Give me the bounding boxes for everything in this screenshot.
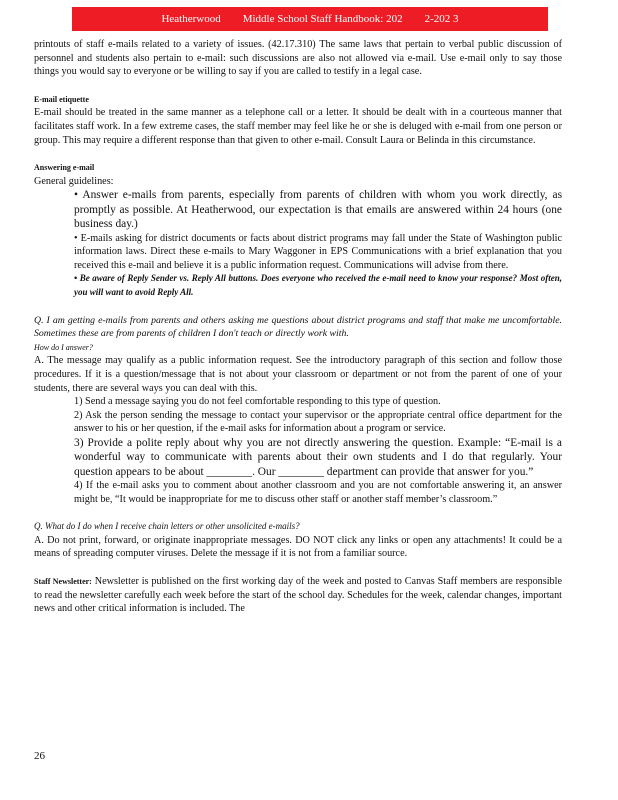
guideline-bullet-parents: • Answer e-mails from parents, especially from parents of children with whom you work directly, as promptly as possible. At Heatherwood, our expectation is that emails are answered within 24 hours (one business day.) <box>74 189 562 231</box>
option-2: 2) Ask the person sending the message to contact your supervisor or the appropriate central office department for the answer to his or her question, if the e-mail asks for information about a program or service. <box>74 409 562 435</box>
page-content <box>34 38 562 616</box>
handbook-header-banner: Heatherwood Middle School Staff Handbook: 202 2-202 3 <box>72 7 548 31</box>
question-uncomfortable-emails: Q. I am getting e-mails from parents and others asking me questions about district programs and staff that make me uncomfortable. Sometimes these are from parents of children I don't teach or directly work with. <box>34 314 562 340</box>
paragraph-public-records: printouts of staff e-mails related to a variety of issues. (42.17.310) The same laws that pertain to verbal public discussion of personnel and students also pertain to e-mail: such discussions are also not allowed via e-mail. Use e-mail only to say those things you would say to everyone or be willing to say if you are called to testify in a legal case. <box>34 39 562 78</box>
general-guidelines-label: General guidelines: <box>34 175 114 187</box>
guideline-bullet-district-docs: • E-mails asking for district documents or facts about district programs may fall under the State of Washington public information laws. Direct these e-mails to Mary Waggoner in EPS Communications with a brief explanation that you received this e-mail and believe it is a public information request. Communications will advise from there. <box>74 232 562 271</box>
page-number: 26 <box>34 750 45 762</box>
guideline-bullet-reply-all: • Be aware of Reply Sender vs. Reply All buttons. Does everyone who received the e-mail need to know your response? Most often, you will want to avoid Reply All. <box>74 273 562 297</box>
paragraph-staff-newsletter <box>34 575 562 616</box>
heading-staff-newsletter: Staff Newsletter: <box>34 577 92 587</box>
option-4: 4) If the e-mail asks you to comment about another classroom and you are not comfortable answering it, an answer might be, “It would be inappropriate for me to discuss other staff or another staff member’s classroom.” <box>74 480 562 505</box>
answer-public-information: A. The message may qualify as a public information request. See the introductory paragraph of this section and follow those procedures. If it is a question/message that is not about your classroom or department or not from the parent of one of your students, there are several ways you can deal with this. <box>34 355 562 394</box>
how-do-i-answer-label: How do I answer? <box>34 342 93 352</box>
heading-email-etiquette: E-mail etiquette <box>34 94 89 104</box>
heading-answering-email: Answering e-mail <box>34 163 95 173</box>
option-1: 1) Send a message saying you do not feel comfortable responding to this type of question. <box>74 396 441 408</box>
question-chain-letters: Q. What do I do when I receive chain letters or other unsolicited e-mails? <box>34 521 300 532</box>
answer-chain-letters: A. Do not print, forward, or originate inappropriate messages. DO NOT click any links or open any attachments! It could be a means of spreading computer viruses. Delete the message if it is not from a familiar source. <box>34 534 562 560</box>
paragraph-etiquette: E-mail should be treated in the same manner as a telephone call or a letter. It should be dealt with in a courteous manner that facilitates staff work. In a few extreme cases, the staff member may feel like he or she is deluged with e-mail from one person or group. This may require a different response than that given to other e-mail. Consult Laura or Belinda in this circumstance. <box>34 107 562 146</box>
newsletter-text: Newsletter is published on the first working day of the week and posted to Canvas Staff members are responsible to read the newsletter carefully each week before the start of the school day. Schedules for the week, calendar changes, important news and other critical information is included. The <box>34 576 563 615</box>
option-3: 3) Provide a polite reply about why you are not directly answering the question. Example: “E-mail is a wonderful way to communicate with parents about their own students and I do that regularly. Your question appears to be about ________. Our ________ department can provide that answer for you.” <box>74 436 562 478</box>
